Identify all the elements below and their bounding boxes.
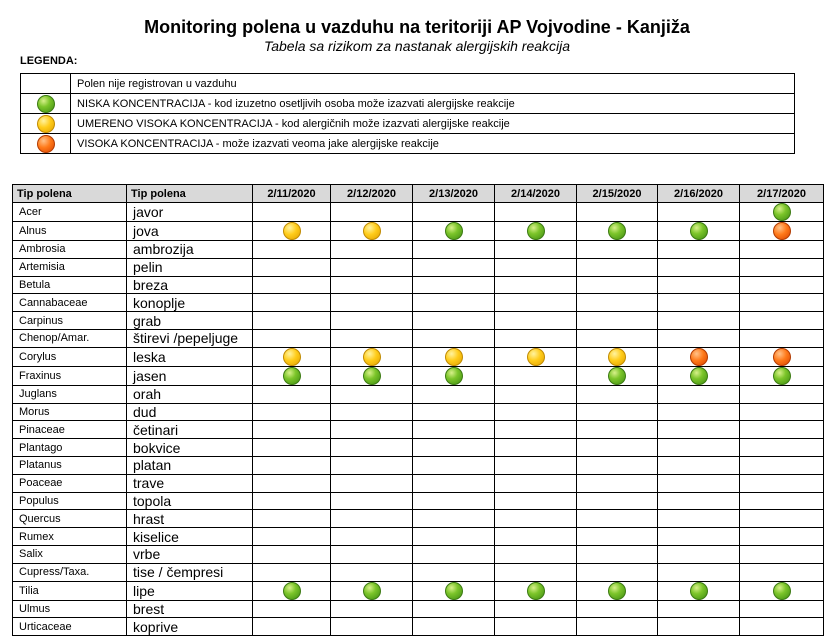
level-cell xyxy=(413,385,495,403)
green-dot-icon xyxy=(445,582,463,600)
latin-name-cell: Plantago xyxy=(13,439,127,457)
latin-name-cell: Tilia xyxy=(13,581,127,600)
level-cell xyxy=(495,276,577,294)
level-cell xyxy=(577,492,658,510)
level-cell xyxy=(495,366,577,385)
legend-row xyxy=(21,74,795,94)
level-cell xyxy=(331,439,413,457)
level-cell xyxy=(658,528,740,546)
level-cell xyxy=(413,222,495,241)
green-dot-icon xyxy=(608,582,626,600)
level-cell xyxy=(740,222,824,241)
local-name-cell: orah xyxy=(127,385,253,403)
level-cell xyxy=(658,294,740,312)
level-cell xyxy=(577,258,658,276)
level-cell xyxy=(740,439,824,457)
level-cell xyxy=(253,618,331,636)
level-cell xyxy=(740,403,824,421)
local-name-cell: jasen xyxy=(127,366,253,385)
header-date: 2/16/2020 xyxy=(658,185,740,203)
level-cell xyxy=(413,258,495,276)
header-date: 2/15/2020 xyxy=(577,185,658,203)
orange-dot-icon xyxy=(690,348,708,366)
level-cell xyxy=(253,528,331,546)
level-cell xyxy=(495,581,577,600)
table-row xyxy=(13,618,824,636)
level-cell xyxy=(495,241,577,259)
level-cell xyxy=(577,581,658,600)
green-dot-icon xyxy=(283,582,301,600)
level-cell xyxy=(331,222,413,241)
level-cell xyxy=(658,276,740,294)
local-name-cell: javor xyxy=(127,203,253,222)
level-cell xyxy=(658,329,740,347)
orange-dot-icon xyxy=(773,348,791,366)
local-name-cell: platan xyxy=(127,456,253,474)
latin-name-cell: Alnus xyxy=(13,222,127,241)
table-row xyxy=(13,600,824,618)
table-row xyxy=(13,203,824,222)
level-cell xyxy=(577,403,658,421)
local-name-cell: breza xyxy=(127,276,253,294)
latin-name-cell: Urticaceae xyxy=(13,618,127,636)
latin-name-cell: Pinaceae xyxy=(13,421,127,439)
level-cell xyxy=(413,510,495,528)
green-dot-icon xyxy=(283,367,301,385)
header-date: 2/13/2020 xyxy=(413,185,495,203)
green-dot-icon xyxy=(608,222,626,240)
level-cell xyxy=(495,528,577,546)
latin-name-cell: Quercus xyxy=(13,510,127,528)
legend-icon-cell xyxy=(21,134,71,154)
level-cell xyxy=(658,474,740,492)
level-cell xyxy=(413,545,495,563)
level-cell xyxy=(253,545,331,563)
level-cell xyxy=(658,545,740,563)
page-title: Monitoring polena u vazduhu na teritoriji AP Vojvodine - Kanjiža xyxy=(144,17,690,37)
level-cell xyxy=(658,510,740,528)
level-cell xyxy=(331,581,413,600)
level-cell xyxy=(577,474,658,492)
latin-name-cell: Morus xyxy=(13,403,127,421)
level-cell xyxy=(577,545,658,563)
level-cell xyxy=(331,563,413,581)
level-cell xyxy=(740,312,824,330)
local-name-cell: tise / čempresi xyxy=(127,563,253,581)
latin-name-cell: Chenop/Amar. xyxy=(13,329,127,347)
green-dot-icon xyxy=(527,222,545,240)
level-cell xyxy=(740,581,824,600)
level-cell xyxy=(577,510,658,528)
level-cell xyxy=(331,241,413,259)
level-cell xyxy=(413,456,495,474)
table-row xyxy=(13,581,824,600)
level-cell xyxy=(577,456,658,474)
table-row xyxy=(13,456,824,474)
level-cell xyxy=(331,545,413,563)
level-cell xyxy=(331,600,413,618)
level-cell xyxy=(740,241,824,259)
local-name-cell: brest xyxy=(127,600,253,618)
level-cell xyxy=(253,312,331,330)
level-cell xyxy=(495,222,577,241)
level-cell xyxy=(495,439,577,457)
level-cell xyxy=(413,312,495,330)
level-cell xyxy=(253,563,331,581)
level-cell xyxy=(577,294,658,312)
level-cell xyxy=(740,563,824,581)
level-cell xyxy=(577,600,658,618)
latin-name-cell: Juglans xyxy=(13,385,127,403)
green-dot-icon xyxy=(608,367,626,385)
page-subtitle: Tabela sa rizikom za nastanak alergijskih reakcija xyxy=(263,38,571,54)
level-cell xyxy=(740,545,824,563)
table-row xyxy=(13,421,824,439)
local-name-cell: trave xyxy=(127,474,253,492)
header-date: 2/14/2020 xyxy=(495,185,577,203)
level-cell xyxy=(331,474,413,492)
level-cell xyxy=(740,329,824,347)
level-cell xyxy=(413,241,495,259)
table-row xyxy=(13,385,824,403)
level-cell xyxy=(331,329,413,347)
level-cell xyxy=(658,241,740,259)
legend-text: VISOKA KONCENTRACIJA - može izazvati veoma jake alergijske reakcije xyxy=(71,134,795,154)
table-row xyxy=(13,329,824,347)
level-cell xyxy=(495,329,577,347)
level-cell xyxy=(577,528,658,546)
table-row xyxy=(13,294,824,312)
level-cell xyxy=(253,403,331,421)
header-local-name: Tip polena xyxy=(127,185,253,203)
local-name-cell: bokvice xyxy=(127,439,253,457)
level-cell xyxy=(413,528,495,546)
level-cell xyxy=(253,456,331,474)
yellow-dot-icon xyxy=(283,348,301,366)
green-dot-icon xyxy=(690,222,708,240)
level-cell xyxy=(577,241,658,259)
latin-name-cell: Betula xyxy=(13,276,127,294)
level-cell xyxy=(253,366,331,385)
level-cell xyxy=(413,294,495,312)
level-cell xyxy=(740,528,824,546)
table-row xyxy=(13,403,824,421)
level-cell xyxy=(740,600,824,618)
local-name-cell: konoplje xyxy=(127,294,253,312)
level-cell xyxy=(413,329,495,347)
level-cell xyxy=(577,347,658,366)
green-dot-icon xyxy=(363,582,381,600)
legend-row xyxy=(21,114,795,134)
level-cell xyxy=(331,618,413,636)
level-cell xyxy=(658,600,740,618)
local-name-cell: vrbe xyxy=(127,545,253,563)
header-date: 2/11/2020 xyxy=(253,185,331,203)
local-name-cell: dud xyxy=(127,403,253,421)
table-row xyxy=(13,510,824,528)
table-row xyxy=(13,258,824,276)
level-cell xyxy=(658,312,740,330)
yellow-dot-icon xyxy=(527,348,545,366)
level-cell xyxy=(495,258,577,276)
level-cell xyxy=(331,294,413,312)
level-cell xyxy=(495,492,577,510)
level-cell xyxy=(331,510,413,528)
legend-label: LEGENDA: xyxy=(20,55,78,67)
level-cell xyxy=(331,421,413,439)
level-cell xyxy=(495,312,577,330)
green-dot-icon xyxy=(773,203,791,221)
level-cell xyxy=(253,581,331,600)
level-cell xyxy=(413,618,495,636)
latin-name-cell: Cupress/Taxa. xyxy=(13,563,127,581)
level-cell xyxy=(658,492,740,510)
legend-text: Polen nije registrovan u vazduhu xyxy=(71,74,795,94)
level-cell xyxy=(253,385,331,403)
legend-row xyxy=(21,134,795,154)
local-name-cell: lipe xyxy=(127,581,253,600)
level-cell xyxy=(658,563,740,581)
legend-table xyxy=(20,73,795,154)
level-cell xyxy=(658,203,740,222)
green-dot-icon xyxy=(527,582,545,600)
table-row xyxy=(13,222,824,241)
legend-icon-cell xyxy=(21,94,71,114)
level-cell xyxy=(253,347,331,366)
level-cell xyxy=(740,276,824,294)
pollen-table xyxy=(12,184,824,636)
level-cell xyxy=(658,456,740,474)
level-cell xyxy=(413,581,495,600)
level-cell xyxy=(495,510,577,528)
latin-name-cell: Acer xyxy=(13,203,127,222)
level-cell xyxy=(658,403,740,421)
level-cell xyxy=(658,222,740,241)
level-cell xyxy=(413,276,495,294)
level-cell xyxy=(740,492,824,510)
level-cell xyxy=(740,421,824,439)
green-dot-icon xyxy=(690,367,708,385)
level-cell xyxy=(331,276,413,294)
level-cell xyxy=(413,492,495,510)
level-cell xyxy=(331,203,413,222)
table-row xyxy=(13,276,824,294)
table-row xyxy=(13,366,824,385)
level-cell xyxy=(331,347,413,366)
level-cell xyxy=(495,421,577,439)
level-cell xyxy=(253,276,331,294)
level-cell xyxy=(253,600,331,618)
level-cell xyxy=(740,258,824,276)
green-dot-icon xyxy=(773,367,791,385)
table-row xyxy=(13,241,824,259)
level-cell xyxy=(495,294,577,312)
yellow-dot-icon xyxy=(363,348,381,366)
latin-name-cell: Populus xyxy=(13,492,127,510)
level-cell xyxy=(658,347,740,366)
level-cell xyxy=(740,366,824,385)
table-row xyxy=(13,563,824,581)
level-cell xyxy=(495,563,577,581)
level-cell xyxy=(495,545,577,563)
level-cell xyxy=(495,456,577,474)
level-cell xyxy=(331,385,413,403)
level-cell xyxy=(413,347,495,366)
level-cell xyxy=(658,258,740,276)
latin-name-cell: Ulmus xyxy=(13,600,127,618)
level-cell xyxy=(577,203,658,222)
level-cell xyxy=(253,510,331,528)
level-cell xyxy=(577,366,658,385)
level-cell xyxy=(740,347,824,366)
level-cell xyxy=(577,312,658,330)
level-cell xyxy=(413,563,495,581)
orange-dot-icon xyxy=(773,222,791,240)
legend-text: UMERENO VISOKA KONCENTRACIJA - kod alergičnih može izazvati alergijske reakcije xyxy=(71,114,795,134)
header-latin-name: Tip polena xyxy=(13,185,127,203)
level-cell xyxy=(253,294,331,312)
latin-name-cell: Cannabaceae xyxy=(13,294,127,312)
green-dot-icon xyxy=(773,582,791,600)
legend-row xyxy=(21,94,795,114)
level-cell xyxy=(658,581,740,600)
table-row xyxy=(13,347,824,366)
level-cell xyxy=(495,474,577,492)
level-cell xyxy=(495,347,577,366)
level-cell xyxy=(253,203,331,222)
green-dot-icon xyxy=(445,367,463,385)
level-cell xyxy=(331,366,413,385)
level-cell xyxy=(577,276,658,294)
level-cell xyxy=(413,474,495,492)
level-cell xyxy=(740,456,824,474)
level-cell xyxy=(253,474,331,492)
level-cell xyxy=(495,618,577,636)
level-cell xyxy=(658,366,740,385)
level-cell xyxy=(740,618,824,636)
green-dot-icon xyxy=(37,95,55,113)
level-cell xyxy=(413,600,495,618)
level-cell xyxy=(658,385,740,403)
local-name-cell: topola xyxy=(127,492,253,510)
level-cell xyxy=(331,312,413,330)
level-cell xyxy=(658,439,740,457)
level-cell xyxy=(577,563,658,581)
level-cell xyxy=(331,456,413,474)
yellow-dot-icon xyxy=(37,115,55,133)
legend-icon-cell xyxy=(21,74,71,94)
level-cell xyxy=(495,600,577,618)
local-name-cell: jova xyxy=(127,222,253,241)
header-date: 2/17/2020 xyxy=(740,185,824,203)
level-cell xyxy=(253,492,331,510)
level-cell xyxy=(577,439,658,457)
level-cell xyxy=(253,241,331,259)
yellow-dot-icon xyxy=(363,222,381,240)
yellow-dot-icon xyxy=(608,348,626,366)
yellow-dot-icon xyxy=(445,348,463,366)
level-cell xyxy=(331,492,413,510)
local-name-cell: četinari xyxy=(127,421,253,439)
latin-name-cell: Salix xyxy=(13,545,127,563)
table-row xyxy=(13,492,824,510)
table-row xyxy=(13,439,824,457)
level-cell xyxy=(331,528,413,546)
legend-icon-cell xyxy=(21,114,71,134)
local-name-cell: ambrozija xyxy=(127,241,253,259)
green-dot-icon xyxy=(445,222,463,240)
level-cell xyxy=(413,421,495,439)
level-cell xyxy=(413,366,495,385)
level-cell xyxy=(740,510,824,528)
level-cell xyxy=(577,222,658,241)
level-cell xyxy=(740,203,824,222)
table-row xyxy=(13,528,824,546)
level-cell xyxy=(495,203,577,222)
level-cell xyxy=(740,474,824,492)
latin-name-cell: Fraxinus xyxy=(13,366,127,385)
table-row xyxy=(13,545,824,563)
level-cell xyxy=(253,421,331,439)
level-cell xyxy=(413,403,495,421)
level-cell xyxy=(253,258,331,276)
table-row xyxy=(13,474,824,492)
table-row xyxy=(13,312,824,330)
local-name-cell: leska xyxy=(127,347,253,366)
local-name-cell: grab xyxy=(127,312,253,330)
level-cell xyxy=(253,222,331,241)
yellow-dot-icon xyxy=(283,222,301,240)
level-cell xyxy=(577,618,658,636)
level-cell xyxy=(577,329,658,347)
table-header-row xyxy=(13,185,824,203)
level-cell xyxy=(413,439,495,457)
latin-name-cell: Artemisia xyxy=(13,258,127,276)
level-cell xyxy=(495,385,577,403)
local-name-cell: pelin xyxy=(127,258,253,276)
green-dot-icon xyxy=(690,582,708,600)
local-name-cell: koprive xyxy=(127,618,253,636)
latin-name-cell: Corylus xyxy=(13,347,127,366)
level-cell xyxy=(740,294,824,312)
level-cell xyxy=(740,385,824,403)
local-name-cell: kiselice xyxy=(127,528,253,546)
local-name-cell: hrast xyxy=(127,510,253,528)
latin-name-cell: Rumex xyxy=(13,528,127,546)
header-date: 2/12/2020 xyxy=(331,185,413,203)
latin-name-cell: Poaceae xyxy=(13,474,127,492)
green-dot-icon xyxy=(363,367,381,385)
level-cell xyxy=(331,258,413,276)
level-cell xyxy=(577,385,658,403)
latin-name-cell: Ambrosia xyxy=(13,241,127,259)
legend-text: NISKA KONCENTRACIJA - kod izuzetno osetljivih osoba može izazvati alergijske reakcije xyxy=(71,94,795,114)
latin-name-cell: Platanus xyxy=(13,456,127,474)
orange-dot-icon xyxy=(37,135,55,153)
level-cell xyxy=(253,329,331,347)
level-cell xyxy=(331,403,413,421)
level-cell xyxy=(658,421,740,439)
level-cell xyxy=(253,439,331,457)
local-name-cell: štirevi /pepeljuge xyxy=(127,329,253,347)
level-cell xyxy=(577,421,658,439)
level-cell xyxy=(413,203,495,222)
level-cell xyxy=(495,403,577,421)
level-cell xyxy=(658,618,740,636)
latin-name-cell: Carpinus xyxy=(13,312,127,330)
